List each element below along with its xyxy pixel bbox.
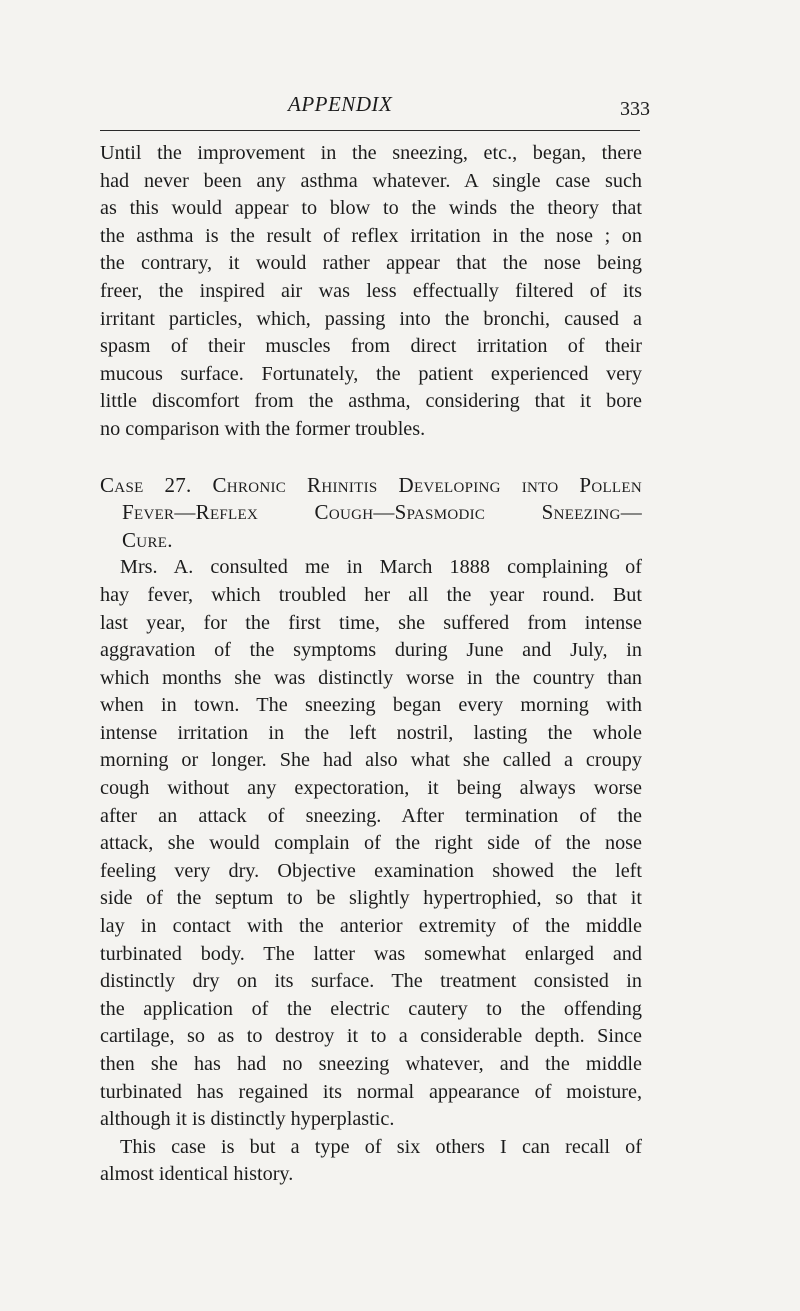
heading-line: Case 27. Chronic Rhinitis Developing into Pollen (100, 472, 642, 497)
page-number: 333 (620, 98, 650, 120)
text-line: cartilage, so as to destroy it to a considerable depth. Since (100, 1025, 642, 1048)
text-line: after an attack of sneezing. After termination of the (100, 804, 642, 827)
text-line: had never been any asthma whatever. A single case such (100, 169, 642, 192)
paragraph-closing (100, 1134, 642, 1189)
text-line: attack, she would complain of the right side of the nose (100, 832, 642, 855)
text-line: aggravation of the symptoms during June and July, in (100, 639, 642, 662)
text-line: Until the improvement in the sneezing, etc., began, there (100, 142, 642, 164)
paragraph-asthma-discussion (100, 140, 642, 444)
text-line: turbinated has regained its normal appearance of moisture, (100, 1080, 642, 1103)
text-line: although it is distinctly hyperplastic. (100, 1108, 395, 1131)
text-line: cough without any expectoration, it being always worse (100, 777, 642, 800)
text-line: spasm of their muscles from direct irritation of their (100, 335, 642, 358)
heading-line: Cure. (122, 527, 173, 552)
text-line: feeling very dry. Objective examination showed the left (100, 859, 642, 882)
text-line: little discomfort from the asthma, considering that it bore (100, 390, 642, 413)
text-line: no comparison with the former troubles. (100, 417, 426, 440)
text-line: the application of the electric cautery to the offending (100, 997, 642, 1020)
paragraph-case-description (100, 554, 642, 1133)
text-line: intense irritation in the left nostril, lasting the whole (100, 721, 642, 744)
text-line: mucous surface. Fortunately, the patient experienced very (100, 362, 642, 385)
text-line: as this would appear to blow to the winds the theory that (100, 197, 642, 220)
text-line: hay fever, which troubled her all the year round. But (100, 583, 642, 606)
text-line: the contrary, it would rather appear that the nose being (100, 252, 642, 275)
text-line: almost identical history. (100, 1163, 294, 1186)
text-line: side of the septum to be slightly hypertrophied, so that it (100, 887, 642, 910)
case-heading (100, 472, 642, 555)
text-line: distinctly dry on its surface. The treatment consisted in (100, 970, 642, 993)
text-line: freer, the inspired air was less effectually filtered of its (100, 279, 642, 302)
text-line: which months she was distinctly worse in the country than (100, 666, 642, 689)
header-rule (100, 130, 640, 131)
running-head: APPENDIX (288, 92, 393, 116)
text-line: then she has had no sneezing whatever, and the middle (100, 1053, 642, 1075)
page-body (100, 140, 642, 1189)
paragraph-gap (100, 444, 642, 472)
heading-line: Fever—Reflex Cough—Spasmodic Sneezing— (122, 500, 642, 525)
text-line: last year, for the first time, she suffered from intense (100, 611, 642, 634)
text-line: lay in contact with the anterior extremity of the middle (100, 915, 642, 938)
text-line: This case is but a type of six others I can recall of (120, 1135, 642, 1158)
text-line: the asthma is the result of reflex irritation in the nose ; on (100, 224, 642, 247)
text-line: morning or longer. She had also what she called a croupy (100, 749, 642, 772)
text-line: Mrs. A. consulted me in March 1888 complaining of (120, 556, 642, 579)
text-line: turbinated body. The latter was somewhat enlarged and (100, 942, 642, 965)
text-line: when in town. The sneezing began every morning with (100, 694, 642, 717)
text-line: irritant particles, which, passing into the bronchi, caused a (100, 307, 642, 330)
